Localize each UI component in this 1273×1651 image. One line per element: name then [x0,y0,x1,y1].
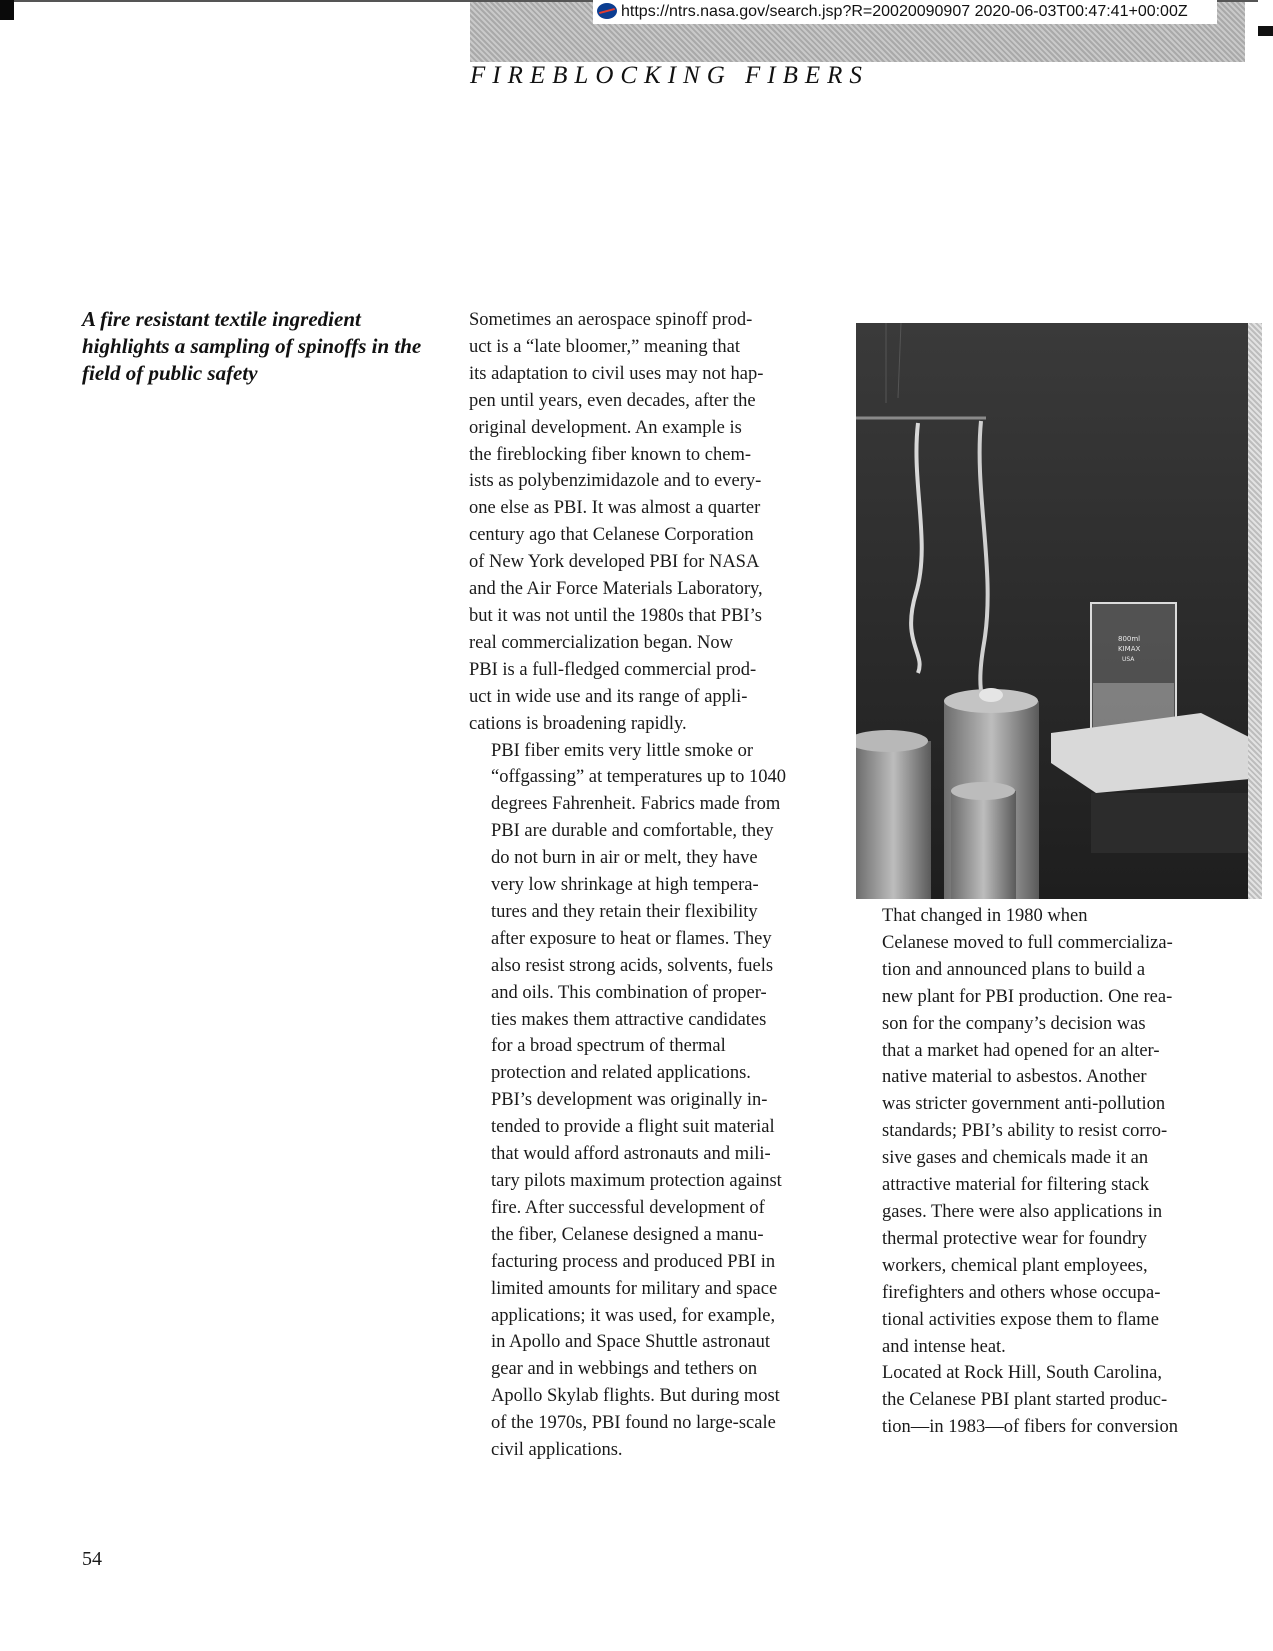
text-line: tures and they retain their flexibility [491,901,758,922]
beaker-label-1: 800ml [1118,635,1141,643]
text-line: facturing process and produced PBI in [491,1251,776,1272]
text-line: PBI fiber emits very little smoke or [491,740,754,761]
text-line: standards; PBI’s ability to resist corro- [882,1121,1168,1142]
text-line: ists as polybenzimidazole and to every- [469,471,762,492]
text-line: century ago that Celanese Corporation [469,525,754,546]
text-line: the fireblocking fiber known to chem- [469,444,752,465]
paragraph [860,1360,1225,1441]
body-column-2 [860,903,1225,1441]
text-line: and the Air Force Materials Laboratory, [469,579,763,600]
text-line: tion—in 1983—of fibers for conversion [882,1417,1178,1438]
text-line: but it was not until the 1980s that PBI’s [469,605,762,626]
text-line: Sometimes an aerospace spinoff prod- [469,310,753,330]
text-line: original development. An example is [469,417,742,438]
text-line: in Apollo and Space Shuttle astronaut [491,1332,770,1353]
text-line: degrees Fahrenheit. Fabrics made from [491,794,781,815]
text-line: gear and in webbings and tethers on [491,1359,758,1380]
text-line: Located at Rock Hill, South Carolina, [882,1363,1163,1384]
nasa-meatball-icon [597,3,617,19]
text-line: sive gases and chemicals made it an [882,1148,1149,1169]
text-line: limited amounts for military and space [491,1278,778,1299]
text-line: tended to provide a flight suit material [491,1117,775,1138]
scan-edge-mark [1258,26,1273,36]
fiber-spool-left [856,741,931,899]
text-line: of the 1970s, PBI found no large-scale [491,1413,776,1434]
text-line: workers, chemical plant employees, [882,1255,1148,1276]
text-line: “offgassing” at temperatures up to 1040 [491,767,787,788]
text-line: that a market had opened for an alter- [882,1040,1160,1061]
paragraph [469,307,829,738]
text-line: son for the company’s decision was [882,1013,1146,1034]
text-line: one else as PBI. It was almost a quarter [469,498,761,519]
text-line: was stricter government anti-pollution [882,1094,1166,1115]
text-line: protection and related applications. [491,1063,751,1084]
text-line: cations is broadening rapidly. [469,713,687,734]
body-column-1 [469,307,829,1464]
text-line: of New York developed PBI for NASA [469,552,760,573]
text-line: civil applications. [491,1440,623,1461]
text-line: PBI are durable and comfortable, they [491,821,774,842]
text-line: and oils. This combination of proper- [491,982,767,1003]
text-line: also resist strong acids, solvents, fuels [491,955,774,976]
text-line: uct in wide use and its range of appli- [469,686,748,707]
text-line: PBI is a full-fledged commercial prod- [469,659,757,680]
photo-illustration [856,323,1261,899]
text-line: uct is a “late bloomer,” meaning that [469,336,741,357]
text-line: its adaptation to civil uses may not hap- [469,363,764,384]
photo-edge-shading [1248,323,1262,899]
paragraph [469,738,829,1088]
text-line: tional activities expose them to flame [882,1309,1159,1330]
fiber-spool-small [951,791,1016,899]
beaker-label-3: USA [1122,656,1135,663]
text-line: the Celanese PBI plant started produc- [882,1390,1168,1411]
text-line: thermal protective wear for foundry [882,1228,1148,1249]
text-line: gases. There were also applications in [882,1201,1163,1222]
text-line: the fiber, Celanese designed a manu- [491,1224,764,1245]
archive-url-stamp[interactable] [593,0,1217,24]
text-line: PBI’s development was originally in- [491,1090,768,1111]
page-number: 54 [82,1548,102,1570]
text-line: firefighters and others whose occupa- [882,1282,1161,1303]
text-line: fire. After successful development of [491,1197,765,1218]
photo-fiber-spools-and-beaker [856,323,1261,899]
paragraph [469,1087,829,1464]
text-line: ties makes them attractive candidates [491,1009,767,1030]
text-line: Celanese moved to full commercializa- [882,932,1173,953]
paragraph [860,903,1225,1360]
text-line: after exposure to heat or flames. They [491,928,772,949]
text-line: and intense heat. [882,1336,1006,1357]
text-line: That changed in 1980 when [882,906,1088,926]
text-line: for a broad spectrum of thermal [491,1036,726,1057]
text-line: real commercialization began. Now [469,632,734,653]
text-line: tion and announced plans to build a [882,959,1146,980]
text-line: pen until years, even decades, after the [469,390,756,411]
text-line: new plant for PBI production. One rea- [882,986,1173,1007]
subhead: A fire resistant textile ingredient highlights a sampling of spinoffs in the field of public safety [82,307,422,385]
text-line: do not burn in air or melt, they have [491,848,758,869]
text-line: applications; it was used, for example, [491,1305,776,1326]
text-line: native material to asbestos. Another [882,1067,1147,1088]
text-line: tary pilots maximum protection against [491,1171,782,1191]
text-line: that would afford astronauts and mili- [491,1144,771,1165]
scan-corner-mark [0,0,14,20]
text-line: Apollo Skylab flights. But during most [491,1386,780,1407]
archive-url-text: https://ntrs.nasa.gov/search.jsp?R=20020090907 2020-06-03T00:47:41+00:00Z [621,3,1188,20]
text-line: very low shrinkage at high tempera- [491,875,759,896]
text-line: attractive material for filtering stack [882,1175,1150,1196]
running-head: FIREBLOCKING FIBERS [470,62,869,89]
beaker-label-2: KIMAX [1118,645,1141,653]
